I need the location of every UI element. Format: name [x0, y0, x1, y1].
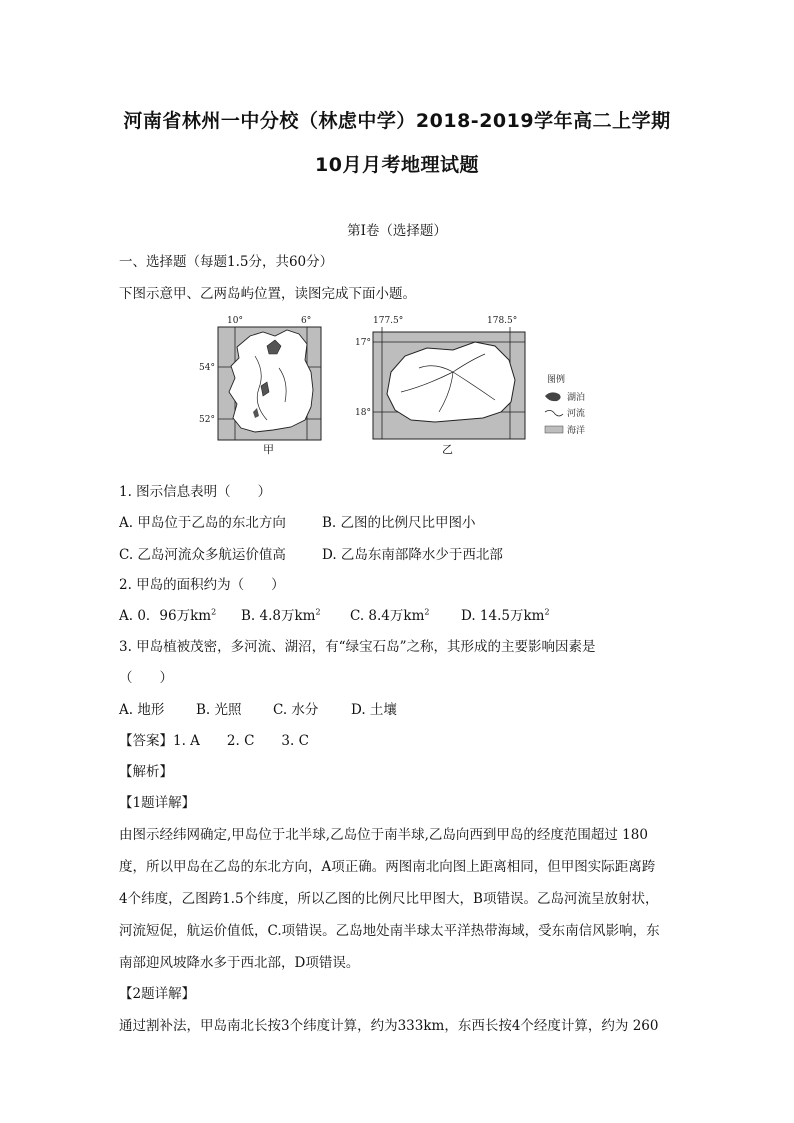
map-b-lon-label: 177.5°	[373, 316, 404, 326]
map-a	[199, 316, 321, 456]
option-d[interactable]	[461, 604, 550, 624]
legend-title: 图例	[547, 375, 566, 385]
option-c-text: C. 8.4万km	[350, 608, 425, 624]
unit-superscript: 2	[315, 607, 321, 617]
analysis-label: 【解析】	[119, 764, 173, 780]
option-b[interactable]	[241, 604, 350, 624]
detail-1-label: 【1题详解】	[119, 795, 196, 811]
detail-1-line: 河流短促，航运价值低，C.项错误。乙岛地处南半球太平洋热带海域，受东南信风影响，东	[119, 923, 660, 939]
question-3-stem-cont: （ ）	[119, 670, 173, 686]
river-legend-icon	[545, 410, 563, 416]
legend-item-ocean: 海洋	[567, 426, 586, 436]
question-2-options	[119, 604, 550, 624]
option-a[interactable]	[119, 604, 241, 624]
legend-item-river: 河流	[567, 409, 586, 419]
detail-1-line: 度，所以甲岛在乙岛的东北方向，A项正确。两图南北向图上距离相同，但甲图实际距离跨	[119, 859, 656, 875]
map-legend	[545, 373, 585, 436]
option-b[interactable]: B. 光照	[196, 702, 242, 718]
lake-legend-icon	[545, 392, 561, 401]
option-d[interactable]: D. 乙岛东南部降水少于西北部	[322, 547, 503, 563]
question-2-stem: 2. 甲岛的面积约为（ ）	[119, 577, 285, 593]
map-figure	[195, 312, 615, 462]
document-title-line1: 河南省林州一中分校（林虑中学）2018-2019学年高二上学期	[123, 110, 671, 132]
detail-1-line: 4个纬度，乙图跨1.5个纬度，所以乙图的比例尺比甲图大，B项错误。乙岛河流呈放射状，	[119, 891, 659, 907]
option-c[interactable]	[350, 604, 461, 624]
detail-2-line: 通过割补法，甲岛南北长按3个纬度计算，约为333km，东西长按4个经度计算，约为 260	[119, 1018, 659, 1034]
map-b-lat-label: 18°	[355, 408, 371, 418]
map-a-lat-label: 52°	[199, 415, 215, 425]
question-intro: 下图示意甲、乙两岛屿位置，读图完成下面小题。	[119, 286, 416, 302]
option-a[interactable]: A. 甲岛位于乙岛的东北方向	[119, 515, 286, 531]
map-a-lat-label: 54°	[199, 363, 215, 373]
option-a[interactable]: A. 地形	[119, 702, 165, 718]
map-b-lat-label: 17°	[355, 338, 371, 348]
option-d-text: D. 14.5万km	[461, 608, 545, 624]
question-1-stem: 1. 图示信息表明（ ）	[119, 484, 272, 500]
detail-1-line: 南部迎风坡降水多于西北部，D项错误。	[119, 955, 360, 971]
volume-heading: 第I卷（选择题）	[347, 223, 447, 239]
map-figure-svg	[195, 312, 615, 462]
question-1-options-row2	[119, 543, 503, 563]
map-b-caption: 乙	[442, 443, 453, 456]
document-title-line2: 10月月考地理试题	[315, 154, 479, 176]
map-a-lon-label: 10°	[227, 316, 243, 326]
map-a-caption: 甲	[263, 443, 274, 456]
detail-2-label: 【2题详解】	[119, 986, 196, 1002]
legend-item-lake: 湖泊	[567, 393, 586, 403]
answer-line: 【答案】1. A 2. C 3. C	[119, 733, 309, 749]
unit-superscript: 2	[211, 607, 217, 617]
option-b-text: B. 4.8万km	[241, 608, 316, 624]
section-heading: 一、选择题（每题1.5分，共60分）	[119, 254, 334, 270]
map-b	[355, 316, 525, 456]
question-1-options-row1	[119, 511, 476, 531]
map-a-lon-label: 6°	[301, 316, 312, 326]
question-3-stem: 3. 甲岛植被茂密，多河流、湖沼，有“绿宝石岛”之称，其形成的主要影响因素是	[119, 639, 596, 655]
question-3-options	[119, 698, 397, 718]
map-b-lon-label: 178.5°	[487, 316, 518, 326]
ocean-legend-icon	[545, 426, 563, 433]
option-a-text: A. 0．96万km	[119, 608, 212, 624]
unit-superscript: 2	[544, 607, 550, 617]
option-c[interactable]: C. 水分	[273, 702, 319, 718]
unit-superscript: 2	[424, 607, 430, 617]
option-d[interactable]: D. 土壤	[351, 702, 397, 718]
detail-1-line: 由图示经纬网确定,甲岛位于北半球,乙岛位于南半球,乙岛向西到甲岛的经度范围超过 180	[119, 827, 648, 843]
option-c[interactable]: C. 乙岛河流众多航运价值高	[119, 547, 286, 563]
option-b[interactable]: B. 乙图的比例尺比甲图小	[322, 515, 476, 531]
